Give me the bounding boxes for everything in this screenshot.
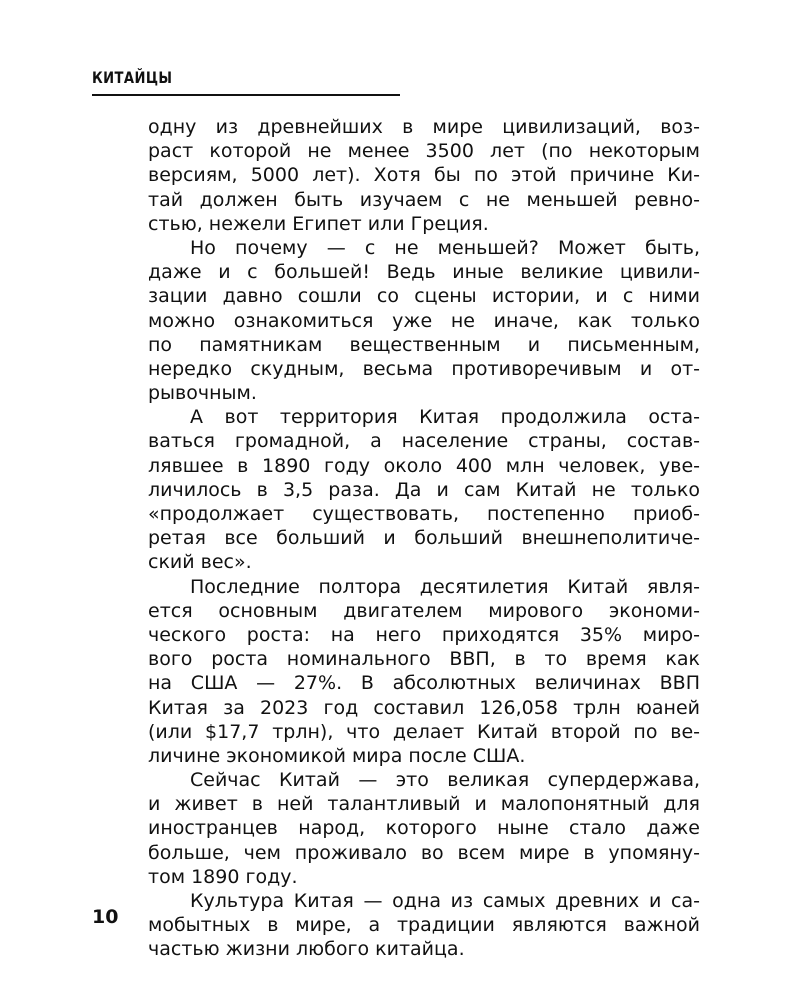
text-line: ский вес». <box>148 551 252 574</box>
text-line: ческого роста: на него приходятся 35% миро- <box>148 623 700 646</box>
text-line: ретая все больший и больший внешнеполитиче- <box>148 527 700 550</box>
text-line: по памятникам вещественным и письменным, <box>148 333 700 356</box>
text-line: на США — 27%. В абсолютных величинах ВВП <box>148 672 700 695</box>
text-line: личине экономикой мира после США. <box>148 744 526 767</box>
header-rule <box>92 94 400 96</box>
text-line: одну из древнейших в мире цивилизаций, воз- <box>148 116 700 138</box>
text-line: стью, нежели Египет или Греция. <box>148 212 489 235</box>
text-line: Последние полтора десятилетия Китай явля- <box>190 575 700 598</box>
text-line: можно ознакомиться уже не иначе, как только <box>148 309 700 332</box>
text-line: Культура Китая — одна из самых древних и са- <box>190 890 700 912</box>
text-line: версиям, 5000 лет). Хотя бы по этой причине Ки- <box>148 164 700 187</box>
paragraph <box>148 889 700 962</box>
body-text <box>148 115 700 962</box>
text-line: иностранцев народ, которого ныне стало даже <box>148 817 700 840</box>
paragraph <box>148 236 700 405</box>
text-line: рывочным. <box>148 382 257 405</box>
text-line: «продолжает существовать, постепенно приоб- <box>148 503 700 525</box>
text-line: тай должен быть изучаем с не меньшей ревно- <box>148 188 700 211</box>
text-line: раст которой не менее 3500 лет (по некоторым <box>148 140 700 163</box>
paragraph <box>148 115 700 236</box>
paragraph <box>148 768 700 889</box>
text-line: частью жизни любого китайца. <box>148 938 465 961</box>
text-line: А вот территория Китая продолжила оста- <box>190 406 700 429</box>
text-line: вого роста номинального ВВП, в то время как <box>148 648 700 671</box>
text-line: ется основным двигателем мирового экономи- <box>148 599 700 622</box>
text-line: зации давно сошли со сцены истории, и с ними <box>148 285 700 308</box>
text-line: личилось в 3,5 раза. Да и сам Китай не только <box>148 478 700 501</box>
text-line: нередко скудным, весьма противоречивым и от- <box>148 357 700 380</box>
running-header: КИТАЙЦЫ <box>92 68 173 87</box>
text-line: и живет в ней талантливый и малопонятный для <box>148 793 700 816</box>
page-number: 10 <box>92 906 119 928</box>
text-line: ваться громадной, а население страны, состав- <box>148 430 700 453</box>
text-line: Сейчас Китай — это великая супердержава, <box>190 769 700 792</box>
text-line: больше, чем проживало во всем мире в упомяну- <box>148 841 700 864</box>
text-line: (или $17,7 трлн), что делает Китай второй по ве- <box>148 720 700 743</box>
text-line: мобытных в мире, а традиции являются важной <box>148 914 700 937</box>
text-line: том 1890 году. <box>148 865 298 888</box>
text-line: лявшее в 1890 году около 400 млн человек, уве- <box>148 454 700 477</box>
paragraph <box>148 575 700 769</box>
text-line: Китая за 2023 год составил 126,058 трлн юаней <box>148 696 700 719</box>
text-line: даже и с большей! Ведь иные великие цивили- <box>148 261 700 284</box>
text-line: Но почему — с не меньшей? Может быть, <box>190 236 700 259</box>
paragraph <box>148 405 700 574</box>
